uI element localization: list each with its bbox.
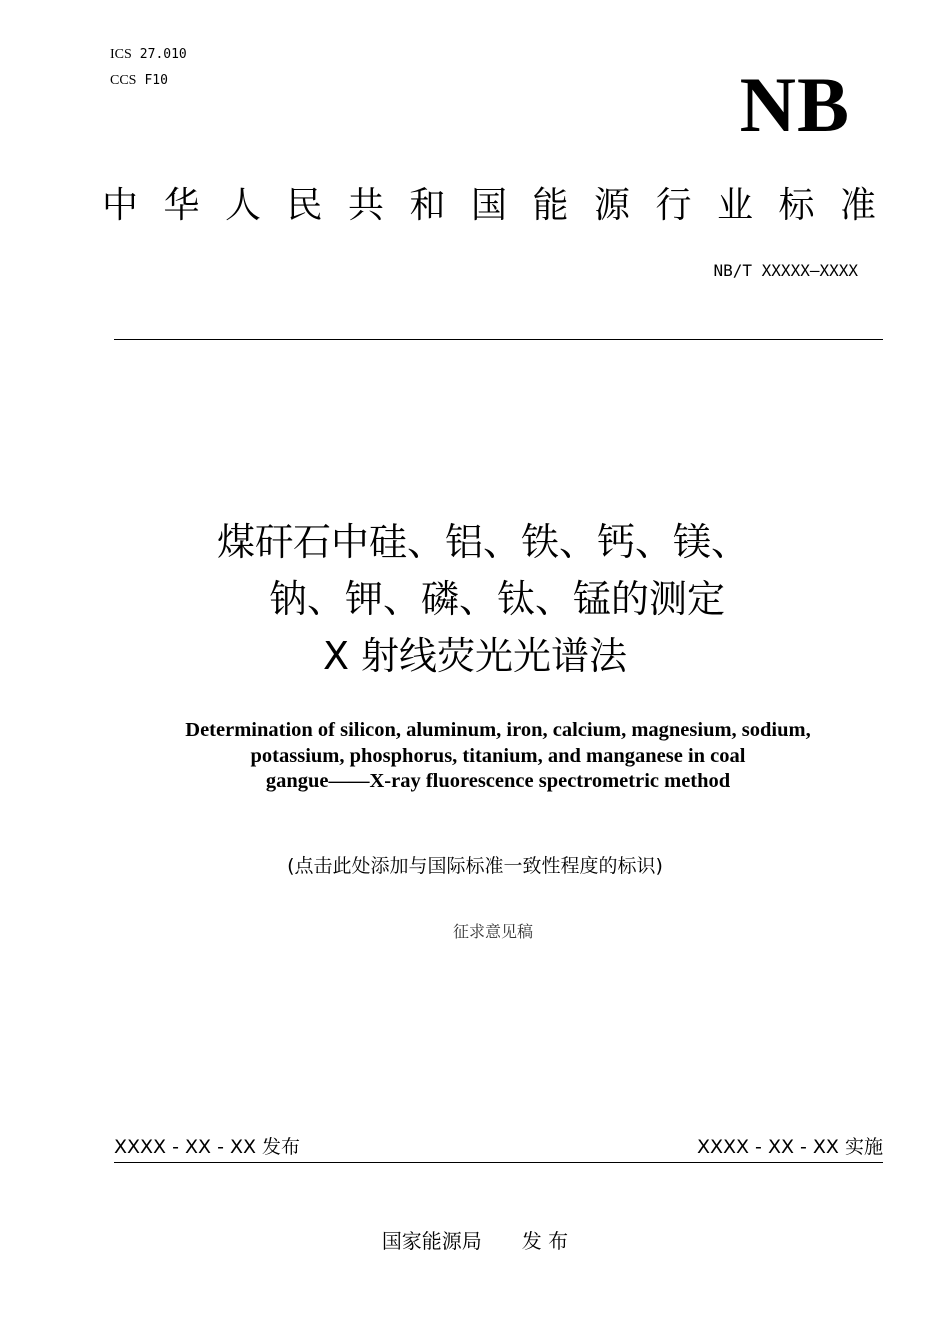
ccs-label: CCS (110, 73, 137, 88)
chinese-title-line-1: 煤矸石中硅、铝、铁、钙、镁、 (216, 520, 749, 564)
ccs-value: F10 (144, 73, 168, 88)
standard-number: NB/T XXXXX—XXXX (713, 261, 858, 280)
english-title-line-1: Determination of silicon, aluminum, iron, calcium, magnesium, sodium, (185, 719, 811, 741)
consistency-placeholder[interactable]: (点击此处添加与国际标准一致性程度的标识) (287, 855, 663, 877)
english-title (120, 718, 876, 795)
implementation-date: XXXX - XX - XX 实施 (696, 1136, 883, 1158)
release-date: XXXX - XX - XX 发布 (114, 1136, 301, 1158)
english-title-line-2: potassium, phosphorus, titanium, and manganese in coal (250, 744, 746, 767)
standard-category-title: 中华人民共和国能源行业标准 (102, 185, 902, 226)
english-title-line-3: gangue——X-ray fluorescence spectrometric method (265, 770, 731, 792)
ics-label: ICS (110, 47, 132, 62)
issuing-authority: 国家能源局 发 布 (381, 1229, 569, 1253)
nb-logo: NB (739, 61, 850, 148)
top-divider (114, 339, 883, 340)
ics-value: 27.010 (139, 47, 187, 62)
chinese-title-line-2: 钠、钾、磷、钛、锰的测定 (268, 577, 725, 621)
ccs-code (110, 72, 168, 90)
ics-code (110, 46, 187, 64)
draft-status: 征求意见稿 (452, 922, 533, 941)
chinese-title-line-3: X 射线荧光光谱法 (322, 634, 628, 678)
bottom-divider (114, 1162, 883, 1163)
